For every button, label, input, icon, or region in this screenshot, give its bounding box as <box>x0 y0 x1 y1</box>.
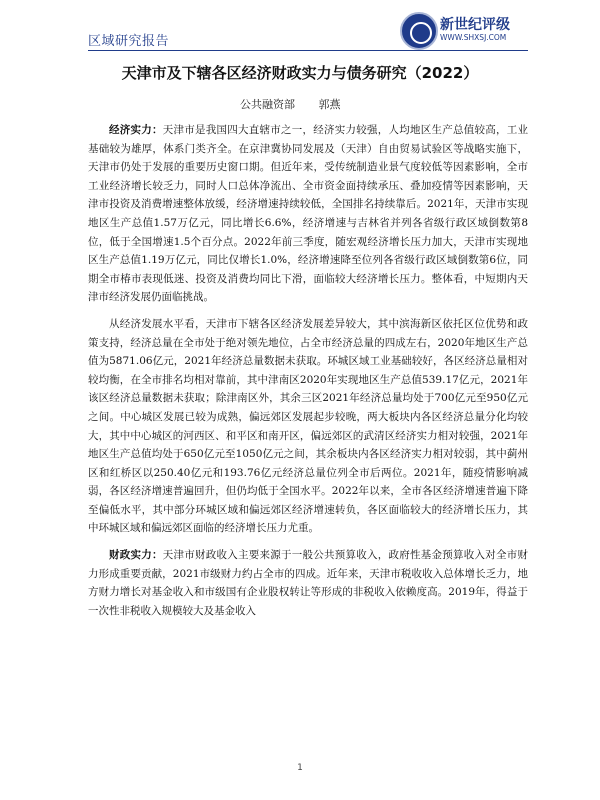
header-divider <box>88 50 528 51</box>
paragraph-lead: 经济实力： <box>109 124 163 136</box>
logo-name: 新世纪评级 <box>440 17 510 33</box>
document-title: 天津市及下辖各区经济财政实力与债务研究（2022） <box>121 64 479 82</box>
paragraph-text: 天津市是我国四大直辖市之一，经济实力较强，人均地区生产总值较高，工业基础较为雄厚，体系门类齐全。在京津冀协同发展及（天津）自由贸易试验区等战略实施下，天津市仍处于发展的重要历史窗口期。但近年来，受传统制造业景气度较低等因素影响，全市工业经济增长较乏力，同时人口总体净流出、全市资金面持续承压、叠加疫情等因素影响，天津市投资及消费增速整体放缓，经济增速持续较低，全国排名持续靠后。2021年，天津市实现地区生产总值1.57万亿元，同比增长6.6%，经济增速与吉林省并列各省级行政区域倒数第8位，低于全国增速1.5个百分点。2022年前三季度，随宏观经济增长压力加大，天津市实现地区生产总值1.19万亿元，同比仅增长1.0%，经济增速降至位列各省级行政区域倒数第6位，同期全市椿市表现低迷、投资及消费均同比下滑，面临较大经济增长压力。整体看，中短期内天津市经济发展仍面临挑战。 <box>88 124 528 304</box>
company-logo <box>400 12 520 48</box>
author-name: 郭燕 <box>318 98 341 111</box>
document-body <box>88 121 528 628</box>
body-paragraph <box>88 546 528 620</box>
author-line <box>240 96 440 112</box>
department-name: 公共融资部 <box>240 98 295 111</box>
logo-emblem-icon <box>400 12 438 50</box>
logo-url: WWW.SHXSJ.COM <box>440 33 507 42</box>
paragraph-text: 天津市财政收入主要来源于一般公共预算收入，政府性基金预算收入对全市财力形成重要贡献，2021市级财力约占全市的四成。近年来，天津市税收收入总体增长乏力，地方财力增长对基金收入和市级国有企业股权转让等形成的非税收入依赖度高。2019年，得益于一次性非税收入规模较大及基金收入 <box>88 549 528 617</box>
paragraph-text: 从经济发展水平看，天津市下辖各区经济发展差异较大，其中滨海新区依托区位优势和政策支持，经济总量在全市处于绝对领先地位，占全市经济总量的四成左右，2020年地区生产总值为5871.06亿元，2021年经济总量数据未获取。环城区域工业基础较好，各区经济总量相对较均衡，在全市排名均相对靠前，其中津南区2020年实现地区生产总值539.17亿元，2021年该区经济总量数据未获取；除津南区外，其余三区2021年经济总量均处于700亿元至950亿元之间。中心城区发展已较为成熟，偏远郊区发展起步较晚，两大板块内各区经济总量分化均较大，其中中心城区的河西区、和平区和南开区，偏远郊区的武清区经济实力相对较强，2021年地区生产总值均处于650亿元至1050亿元之间，其余板块内各区经济实力相对较弱，其中蓟州区和红桥区以250.40亿元和193.76亿元经济总量位列全市后两位。2021年，随疫情影响减弱，各区经济增速普遍回升，但仍均低于全国水平。2022年以来，全市各区经济增速普遍下降至偏低水平，其中部分环城区域和偏远郊区经济增速转负，各区面临较大的经济增长压力，其中环城区域和偏远郊区面临的经济增长压力尤重。 <box>88 317 528 535</box>
body-paragraph <box>88 315 528 538</box>
paragraph-lead: 财政实力： <box>109 549 163 562</box>
page-number: 1 <box>297 763 303 773</box>
report-section-label: 区域研究报告 <box>88 34 170 49</box>
body-paragraph <box>88 121 528 307</box>
